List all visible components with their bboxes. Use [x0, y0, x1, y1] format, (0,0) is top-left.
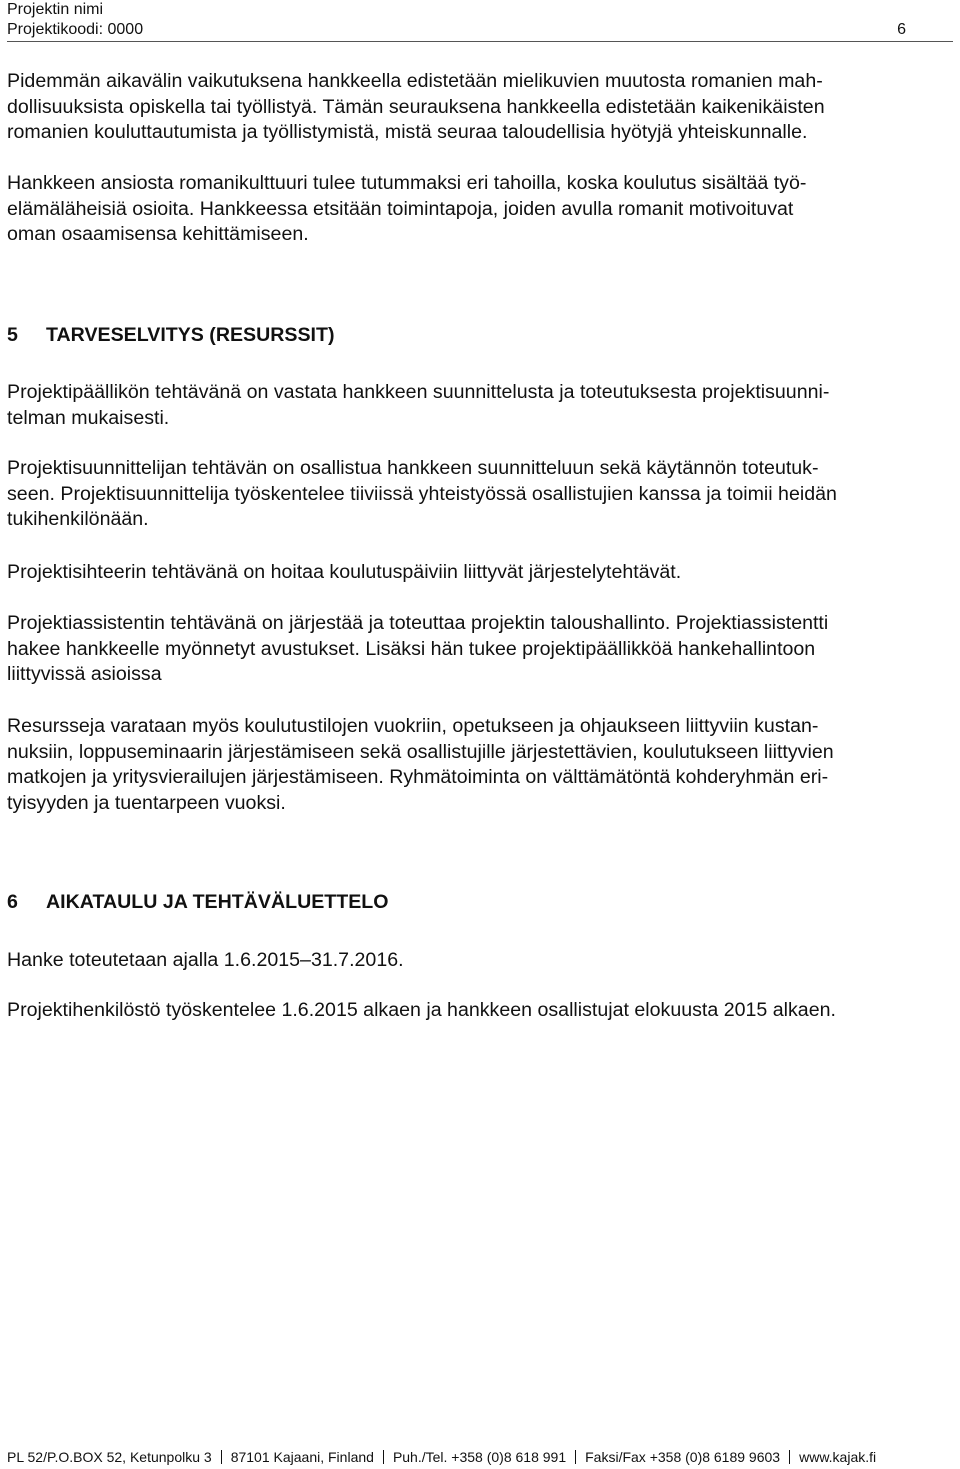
text-line: Projektihenkilöstö työskentelee 1.6.2015 alkaen ja hankkeen osallistujat elokuusta 2015 alkaen. [7, 999, 836, 1021]
footer-fax: Faksi/Fax +358 (0)8 6189 9603 [585, 1449, 781, 1465]
page-number: 6 [897, 21, 906, 38]
section-heading-6 [7, 889, 389, 915]
paragraph-project-assistant [7, 611, 955, 688]
text-line: Hanke toteutetaan ajalla 1.6.2015–31.7.2016. [7, 949, 404, 971]
text-line: elämäläheisiä osioita. Hankkeessa etsitään toimintapoja, joiden avulla romanit motivoituvat [7, 197, 794, 220]
text-line: Projektisuunnittelijan tehtävän on osallistua hankkeen suunnitteluun sekä käytännön toteutuk- [7, 457, 819, 479]
section-title: TARVESELVITYS (RESURSSIT) [46, 324, 335, 346]
text-line: tukihenkilönään. [7, 508, 149, 530]
section-heading-5 [7, 322, 335, 348]
footer-phone: Puh./Tel. +358 (0)8 618 991 [392, 1449, 567, 1465]
project-code: Projektikoodi: 0000 [7, 21, 144, 38]
paragraph-project-secretary [7, 560, 955, 586]
text-line: Projektiassistentin tehtävänä on järjestää ja toteuttaa projektin taloushallinto. Projektiassistentti [7, 612, 829, 634]
project-name: Projektin nimi [7, 1, 104, 18]
page-footer [7, 1448, 957, 1466]
paragraph-long-term-impact [7, 69, 955, 146]
text-line: oman osaamisensa kehittämiseen. [7, 223, 309, 245]
text-line: Projektipäällikön tehtävänä on vastata hankkeen suunnittelusta ja toteutuksesta projektisuunni- [7, 381, 830, 403]
footer-separator [221, 1450, 222, 1464]
text-line: Resursseja varataan myös koulutustilojen vuokriin, opetukseen ja ohjaukseen liittyviin kustan- [7, 715, 819, 737]
text-line: nuksiin, loppuseminaarin järjestämiseen sekä osallistujille järjestettävien, koulutukseen liittyvien [7, 740, 834, 763]
section-number: 5 [7, 324, 18, 346]
text-line: Hankkeen ansiosta romanikulttuuri tulee tutummaksi eri tahoilla, koska koulutus sisältää työ- [7, 172, 807, 194]
text-line: dollisuuksista opiskella tai työllistyä. Tämän seurauksena hankkeella edistetään kaikenikäisten [7, 95, 825, 118]
text-line: seen. Projektisuunnittelija työskentelee tiiviissä yhteistyössä osallistujien kanssa ja toimii heidän [7, 482, 837, 505]
text-line: telman mukaisesti. [7, 406, 170, 429]
text-line: Pidemmän aikavälin vaikutuksena hankkeella edistetään mielikuvien muutosta romanien mah- [7, 70, 823, 92]
text-line: hakee hankkeelle myönnetyt avustukset. Lisäksi hän tukee projektipäällikköä hankehallintoon [7, 637, 816, 660]
page-header [7, 0, 953, 42]
footer-separator [575, 1450, 576, 1464]
paragraph-roma-culture [7, 171, 955, 248]
paragraph-project-manager [7, 380, 955, 431]
paragraph-project-planner [7, 456, 955, 533]
section-title: AIKATAULU JA TEHTÄVÄLUETTELO [46, 891, 389, 913]
text-line: Projektisihteerin tehtävänä on hoitaa koulutuspäiviin liittyvät järjestelytehtävät. [7, 561, 682, 583]
section-number: 6 [7, 891, 18, 913]
footer-postal: 87101 Kajaani, Finland [230, 1449, 374, 1465]
text-line: tyisyyden ja tuentarpeen vuoksi. [7, 791, 286, 814]
text-line: romanien kouluttautumista ja työllistymistä, mistä seuraa taloudellisia hyötyjä yhteiskunnalle. [7, 121, 808, 143]
footer-address: PL 52/P.O.BOX 52, Ketunpolku 3 [7, 1449, 212, 1465]
footer-separator [789, 1450, 790, 1464]
paragraph-staff-start [7, 998, 955, 1024]
footer-web-link[interactable]: www.kajak.fi [799, 1449, 877, 1465]
paragraph-resources [7, 714, 955, 816]
text-line: matkojen ja yritysvierailujen järjestämiseen. Ryhmätoiminta on välttämätöntä kohderyhmän eri- [7, 766, 829, 788]
paragraph-schedule [7, 948, 955, 974]
text-line: liittyvissä asioissa [7, 663, 162, 685]
footer-separator [383, 1450, 384, 1464]
